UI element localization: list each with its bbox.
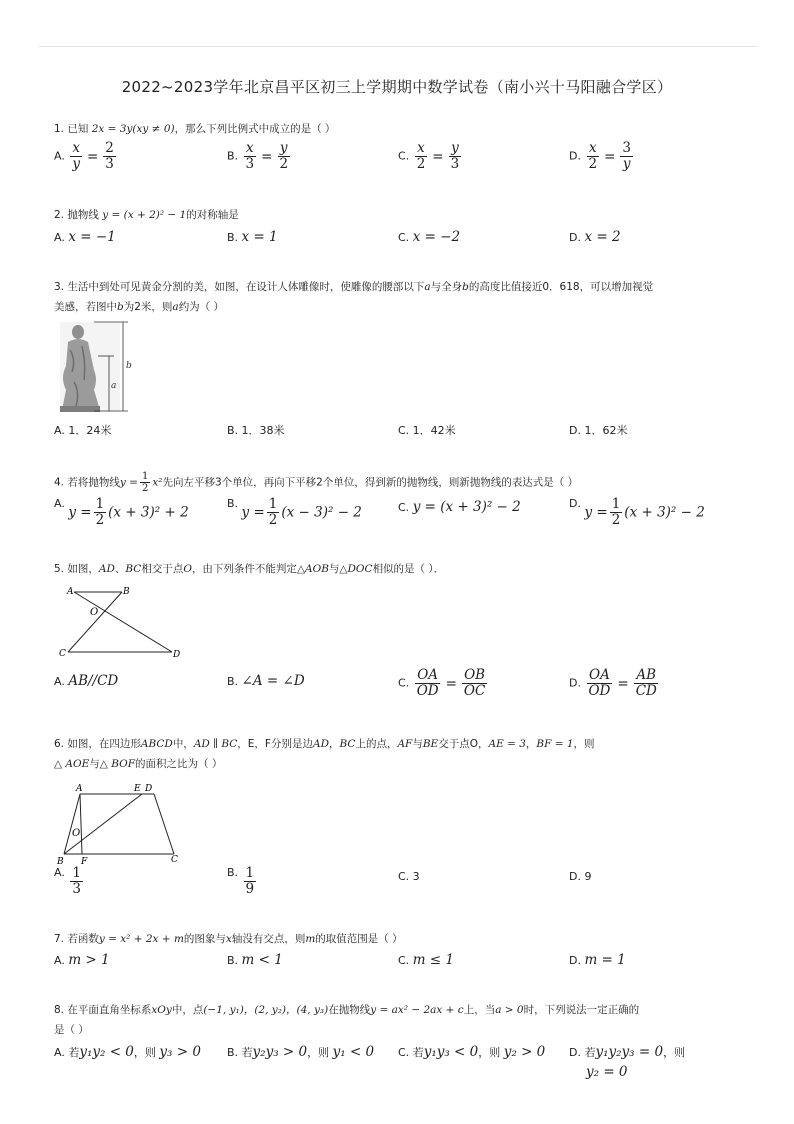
equals-sign: = (86, 148, 99, 165)
q5-o: O (183, 563, 192, 575)
q7-option-d[interactable] (569, 952, 626, 968)
fraction (103, 141, 116, 172)
q1-option-b[interactable] (227, 141, 292, 172)
fraction (94, 497, 107, 528)
q6-option-c[interactable]: C. 3 (398, 870, 420, 883)
q8-option-a[interactable] (54, 1044, 201, 1060)
q3-text: 3. 生活中到处可见黄金分割的美，如图，在设计人体雕像时，使雕像的腰部以下 (54, 281, 425, 293)
question-1-stem (54, 121, 335, 137)
question-8-line-1 (54, 1002, 639, 1018)
option-value: y = (x + 3)² − 2 (412, 499, 521, 515)
q6-bf: BF = 1 (536, 738, 574, 750)
segment-bc (68, 592, 122, 652)
q2-text-c: 的对称轴是 (186, 209, 239, 221)
fraction (277, 141, 290, 172)
q8-option-c[interactable] (398, 1044, 545, 1060)
q8-text: 8. 在平面直角坐标系 (54, 1004, 152, 1016)
q5-option-a[interactable] (54, 673, 118, 689)
q8-text: 在抛物线 (328, 1004, 371, 1016)
q1-option-c[interactable] (398, 141, 463, 172)
q4-x2: x² (152, 476, 163, 489)
equals-sign: = (604, 148, 616, 165)
point-d-label: D (173, 650, 181, 660)
option-label: B. (227, 497, 239, 510)
option-value: x = 1 (241, 229, 278, 245)
q8-option-b[interactable] (227, 1044, 374, 1060)
option-label: C. (398, 231, 410, 244)
option-label: A. (54, 866, 65, 879)
option-label: A. (54, 149, 65, 163)
option-label: B. (227, 866, 239, 879)
label-a: a (111, 381, 117, 391)
option-label: C. (398, 149, 410, 163)
option-label: B. (227, 954, 239, 967)
q5-ad: AD (98, 563, 115, 575)
q7-text: 的图象与 (183, 933, 226, 945)
segment-ab (64, 794, 80, 854)
q8-option-d-conclusion[interactable] (586, 1064, 628, 1080)
q3-text: 约为（ ） (178, 301, 225, 313)
option-suffix: (x + 3)² − 2 (624, 504, 705, 521)
question-5-stem (54, 561, 444, 577)
q2-option-b[interactable] (227, 229, 278, 245)
option-conclusion: y₂ > 0 (503, 1044, 546, 1060)
point-c-label: C (171, 855, 178, 865)
q1-text-a: 1. 已知 (54, 123, 89, 135)
fraction (70, 141, 82, 172)
q2-option-a[interactable] (54, 229, 116, 245)
q6-ae: AE = 3 (488, 738, 526, 750)
fraction (244, 141, 257, 172)
option-label: A. (54, 675, 65, 688)
q5-option-c[interactable] (398, 668, 489, 699)
q8-parabola: y = ax² − 2ax + c (370, 1004, 464, 1016)
option-label: A. (54, 231, 65, 244)
q1-option-d[interactable] (569, 141, 635, 172)
q8-condition: a > 0 (495, 1004, 524, 1016)
numerator: 2 (105, 140, 114, 156)
point-b-label: B (57, 857, 64, 866)
option-suffix: (x + 3)² + 2 (108, 504, 189, 521)
numerator: x (417, 140, 425, 156)
numerator: x (246, 140, 254, 156)
denominator: 2 (588, 156, 598, 172)
option-label: C. (398, 501, 410, 514)
fraction (620, 141, 633, 172)
q1-text-c: ，那么下列比例式中成立的是（ ） (174, 123, 336, 135)
q1-option-a[interactable] (54, 141, 118, 172)
point-c-label: C (59, 649, 66, 659)
q5-text: 5. 如图， (54, 563, 99, 575)
q4-option-c[interactable] (398, 499, 521, 515)
page-title: 2022~2023学年北京昌平区初三上学期期中数学试卷（南小兴十马阳融合学区） (121, 78, 673, 96)
q2-equation: y = (x + 2)² − 1 (102, 209, 187, 221)
segment-dc (154, 794, 174, 854)
option-conclusion: y₁ < 0 (332, 1044, 375, 1060)
q6-text: 的面积之比为（ ） (135, 758, 223, 770)
equals-sign: = (617, 675, 629, 692)
option-label: B. 若 (227, 1046, 253, 1059)
option-label: A. (54, 954, 65, 967)
q7-text: 7. 若函数 (54, 933, 99, 945)
q8-points: (−1, y₁)，(2, y₂)，(4, y₃) (203, 1004, 329, 1016)
q8-text: 中，点 (171, 1004, 204, 1016)
q4-text: 4. 若将抛物线 (54, 476, 120, 489)
option-condition: y₁y₂ < 0 (79, 1044, 134, 1060)
point-b-label: B (123, 587, 130, 597)
q4-option-a[interactable] (54, 497, 189, 528)
q6-text: ，则 (573, 738, 595, 750)
numerator: y (451, 140, 459, 156)
option-label: D. (569, 954, 581, 967)
question-6-line-1 (54, 736, 595, 752)
q6-af: AF (397, 738, 413, 750)
q5-text: ，由下列条件不能判定 (191, 563, 297, 575)
q8-option-d[interactable] (569, 1044, 685, 1060)
denominator: y (72, 156, 80, 172)
q6-option-b[interactable] (227, 866, 258, 897)
numerator: 3 (622, 140, 631, 156)
numerator: 1 (268, 496, 278, 512)
denominator: 3 (245, 156, 255, 172)
q4-option-b[interactable] (227, 497, 362, 528)
segment-be (64, 794, 142, 854)
statue-head (72, 325, 84, 339)
statue-figure (54, 320, 144, 414)
fraction (586, 668, 612, 699)
q6-triangle-bof: △ BOF (99, 758, 135, 770)
q7-function: y = x² + 2x + m (98, 933, 184, 945)
option-label: D. (569, 497, 581, 510)
label-b: b (126, 361, 132, 371)
option-prefix: y = (241, 504, 265, 521)
q8-xoy: xOy (151, 1004, 172, 1016)
q6-text: ，E，F分别是边 (237, 738, 313, 750)
q3-text: 的高度比值接近0．618，可以增加视觉 (468, 281, 654, 293)
q6-text: 上的点， (355, 738, 398, 750)
question-6-line-2 (54, 756, 222, 772)
q3-text: 与全身 (430, 281, 463, 293)
q7-text: 的取值范围是（ ） (315, 933, 403, 945)
option-condition: y₁y₂y₃ = 0 (595, 1044, 664, 1060)
option-value: ∠A = ∠D (241, 673, 305, 689)
q5-text: 相交于点 (141, 563, 184, 575)
fraction (244, 866, 257, 897)
point-o-label: O (90, 607, 99, 618)
fraction (610, 497, 623, 528)
equals-sign: = (261, 148, 273, 165)
q7-option-c[interactable] (398, 952, 454, 968)
option-label: A. 若 (54, 1046, 80, 1059)
option-label: D. (569, 231, 581, 244)
fraction (267, 497, 280, 528)
q5-option-d[interactable] (569, 668, 661, 699)
q6-text: 中， (172, 738, 194, 750)
q3-option-a[interactable]: A. 1．24米 (54, 424, 112, 437)
option-value: x = 2 (584, 229, 621, 245)
q5-triangle-doc: △DOC (339, 563, 373, 575)
q3-var-a: a (172, 301, 179, 313)
q6-text: 与 (412, 738, 423, 750)
option-label: B. (227, 675, 239, 688)
numerator: OB (464, 667, 486, 683)
denominator: OD (588, 683, 611, 699)
option-suffix: (x − 3)² − 2 (281, 504, 362, 521)
q7-text: 轴没有交点，则 (231, 933, 306, 945)
option-label: C. (398, 676, 410, 690)
option-value: AB//CD (68, 673, 119, 689)
q3-option-c[interactable]: C. 1．42米 (398, 424, 456, 437)
option-label: B. (227, 149, 239, 163)
denominator: 2 (611, 512, 621, 528)
fraction (140, 471, 150, 494)
option-value: m > 1 (68, 952, 110, 968)
q6-text: 交于点O， (438, 738, 489, 750)
numerator: 1 (245, 865, 255, 881)
denominator: 3 (105, 156, 114, 172)
option-label: D. (569, 149, 581, 163)
denominator: 2 (279, 156, 289, 172)
q2-option-c[interactable] (398, 229, 460, 245)
question-2-stem (54, 207, 239, 223)
q5-option-b[interactable] (227, 673, 305, 689)
numerator: y (279, 140, 288, 156)
q3-var-b: b (117, 301, 124, 313)
option-value: m = 1 (584, 952, 626, 968)
q3-text: 美感，若图中 (54, 301, 117, 313)
q2-option-d[interactable] (569, 229, 621, 245)
denominator: OC (463, 683, 486, 699)
q1-equation: 2x = 3y(xy ≠ 0) (91, 123, 175, 135)
q6-text: 6. 如图，在四边形 (54, 738, 141, 750)
option-then: ，则 (307, 1046, 330, 1059)
option-value: m < 1 (241, 952, 283, 968)
q5-text: 相似的是（ ）． (372, 563, 445, 575)
option-label: C. 若 (398, 1046, 424, 1059)
denominator: y (622, 156, 631, 172)
fraction (449, 141, 462, 172)
option-label: C. (398, 954, 410, 967)
q5-bc: BC (125, 563, 142, 575)
denominator: OD (416, 683, 439, 699)
equals-sign: = (445, 675, 457, 692)
option-value: x = −2 (412, 229, 461, 245)
option-label: A. (54, 497, 65, 510)
q6-triangle-aoe: △ AOE (54, 758, 90, 770)
option-prefix: y = (68, 504, 92, 521)
numerator: AB (636, 667, 657, 683)
q7-option-a[interactable] (54, 952, 110, 968)
option-then: ，则 (133, 1046, 156, 1059)
fraction (634, 668, 659, 699)
fraction (462, 668, 487, 699)
option-label: D. 若 (569, 1046, 596, 1059)
option-prefix: y = (584, 504, 608, 521)
numerator: OA (417, 667, 439, 683)
denominator: 2 (416, 156, 426, 172)
fraction (415, 141, 428, 172)
fraction (415, 668, 441, 699)
option-conclusion: y₂ = 0 (586, 1064, 628, 1080)
numerator: 1 (95, 496, 105, 512)
point-f-label: F (81, 857, 88, 866)
question-8-line-2: 是（ ） (54, 1024, 89, 1036)
q6-abcd: ABCD (140, 738, 173, 750)
q4-option-d[interactable] (569, 497, 705, 528)
fraction (586, 141, 599, 172)
point-a-label: A (67, 587, 74, 597)
denominator: 2 (95, 512, 105, 528)
q6-text: ， (329, 738, 340, 750)
q8-text: 时，下列说法一定正确的 (523, 1004, 640, 1016)
denominator: 2 (268, 512, 278, 528)
q6-option-d[interactable]: D. 9 (569, 870, 592, 883)
numerator: OA (589, 667, 610, 683)
q3-option-d[interactable]: D. 1．62米 (569, 424, 628, 437)
option-conclusion: y₃ > 0 (159, 1044, 201, 1060)
numerator: 1 (611, 496, 621, 512)
question-3-line-1 (54, 279, 653, 295)
q6-text: ， (525, 738, 537, 750)
q5-triangle-aob: △AOB (296, 563, 329, 575)
q5-text: 、 (114, 563, 126, 575)
q6-option-a[interactable] (54, 866, 85, 897)
q3-text: 为2米，则 (123, 301, 173, 313)
question-7-stem (54, 931, 403, 947)
point-o-label: O (72, 828, 81, 839)
q7-option-b[interactable] (227, 952, 283, 968)
option-then: ，则 (478, 1046, 501, 1059)
segment-af (80, 794, 82, 854)
point-a-label: A (76, 784, 83, 794)
option-value: x = −1 (68, 229, 116, 245)
q4-y: y = (119, 476, 138, 489)
question-4-stem (54, 471, 578, 494)
option-label: B. (227, 231, 239, 244)
header-rule (38, 46, 758, 47)
denominator: 9 (245, 881, 255, 897)
point-e-label: E (134, 784, 141, 794)
point-d-label: D (145, 784, 153, 794)
q7-m: m (305, 933, 316, 945)
q6-text: 与 (89, 758, 100, 770)
segment-ad (74, 592, 172, 652)
q5-text: 与 (328, 563, 340, 575)
denominator: 3 (72, 881, 81, 897)
option-value: m ≤ 1 (412, 952, 454, 968)
equals-sign: = (432, 148, 444, 165)
option-condition: y₂y₃ > 0 (252, 1044, 308, 1060)
q8-text: 上，当 (463, 1004, 496, 1016)
figure-intersecting-lines (56, 584, 186, 662)
q3-option-b[interactable]: B. 1．38米 (227, 424, 285, 437)
q6-parallel: AD ∥ BC (193, 738, 238, 750)
denominator: CD (635, 683, 657, 699)
q3-var-b: b (462, 281, 469, 293)
q6-ad: AD (312, 738, 329, 750)
numerator: 1 (141, 471, 149, 482)
numerator: x (72, 140, 80, 156)
question-3-line-2 (54, 299, 224, 315)
fraction (70, 866, 83, 897)
numerator: x (588, 140, 597, 156)
numerator: 1 (72, 865, 81, 881)
denominator: 2 (141, 483, 149, 494)
option-then: ，则 (663, 1046, 686, 1059)
q7-x: x (225, 933, 232, 945)
q6-be: BE (422, 738, 439, 750)
q2-text-a: 2. 抛物线 (54, 209, 99, 221)
q4-text: 先向左平移3个单位，再向下平移2个单位，得到新的抛物线，则新抛物线的表达式是（ ） (162, 476, 579, 489)
option-label: D. (569, 676, 581, 690)
figure-trapezoid (54, 780, 194, 866)
option-condition: y₁y₃ < 0 (423, 1044, 479, 1060)
denominator: 3 (450, 156, 460, 172)
q3-var-a: a (424, 281, 431, 293)
q6-bc: BC (339, 738, 356, 750)
